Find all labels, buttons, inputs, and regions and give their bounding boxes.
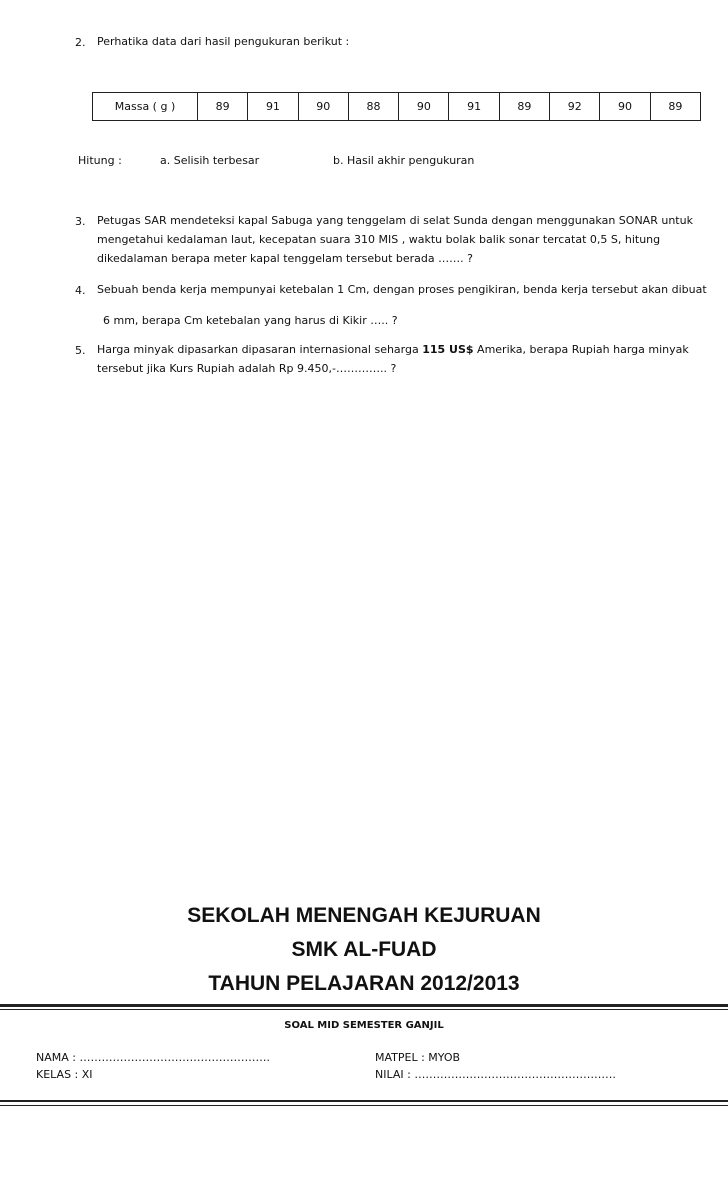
question-3-line: dikedalaman berapa meter kapal tenggelam tersebut berada ……. ? bbox=[97, 252, 473, 265]
divider-bottom-thick bbox=[0, 1100, 728, 1102]
question-3-text bbox=[97, 211, 697, 268]
divider-bottom-thin bbox=[0, 1105, 728, 1106]
question-2-text: Perhatika data dari hasil pengukuran berikut : bbox=[97, 35, 350, 48]
question-5-line-1 bbox=[97, 340, 697, 359]
nama-field: NAMA : ……………………………………………. bbox=[36, 1051, 270, 1064]
hitung-label: Hitung : bbox=[78, 154, 122, 167]
kelas-field: KELAS : XI bbox=[36, 1068, 93, 1081]
question-3-line: Petugas SAR mendeteksi kapal Sabuga yang tenggelam di selat Sunda dengan menggunakan SONAR untuk bbox=[97, 214, 693, 227]
academic-year-title: TAHUN PELAJARAN 2012/2013 bbox=[208, 972, 520, 995]
table-cell: 89 bbox=[499, 93, 549, 121]
table-cell: 90 bbox=[298, 93, 348, 121]
table-cell: 90 bbox=[399, 93, 449, 121]
table-cell: 90 bbox=[600, 93, 650, 121]
question-5-text bbox=[97, 340, 697, 378]
table-cell: 88 bbox=[348, 93, 398, 121]
question-2-number: 2. bbox=[75, 36, 86, 49]
question-5-text-part: Harga minyak dipasarkan dipasaran internasional seharga bbox=[97, 343, 423, 356]
table-cell: 92 bbox=[550, 93, 600, 121]
question-4-line-2: 6 mm, berapa Cm ketebalan yang harus di Kikir ….. ? bbox=[103, 314, 398, 327]
question-3-number: 3. bbox=[75, 215, 86, 228]
school-type-title: SEKOLAH MENENGAH KEJURUAN bbox=[187, 904, 541, 927]
question-3-line: mengetahui kedalaman laut, kecepatan suara 310 MIS , waktu bolak balik sonar tercatat 0,5 S, hitung bbox=[97, 233, 661, 246]
part-b-text: b. Hasil akhir pengukuran bbox=[333, 154, 475, 167]
divider-thin bbox=[0, 1009, 728, 1010]
exam-subtitle: SOAL MID SEMESTER GANJIL bbox=[284, 1020, 444, 1031]
matpel-field: MATPEL : MYOB bbox=[375, 1051, 461, 1064]
massa-table bbox=[92, 92, 701, 121]
table-cell: 91 bbox=[248, 93, 298, 121]
table-cell: 89 bbox=[650, 93, 700, 121]
divider-thick bbox=[0, 1004, 728, 1007]
table-cell: 89 bbox=[198, 93, 248, 121]
part-a-text: a. Selisih terbesar bbox=[160, 154, 260, 167]
table-cell: 91 bbox=[449, 93, 499, 121]
price-highlight: 115 US$ bbox=[422, 343, 474, 356]
table-header-cell: Massa ( g ) bbox=[93, 93, 198, 121]
question-4-line-1: Sebuah benda kerja mempunyai ketebalan 1 Cm, dengan proses pengikiran, benda kerja tersebut akan dibuat bbox=[97, 283, 707, 296]
school-name-title: SMK AL-FUAD bbox=[291, 938, 437, 961]
question-5-text-part: Amerika, berapa Rupiah harga minyak bbox=[473, 343, 689, 356]
nilai-field: NILAI : ………………………………………………. bbox=[375, 1068, 616, 1081]
table-row bbox=[93, 93, 701, 121]
question-4-number: 4. bbox=[75, 284, 86, 297]
question-5-line-2: tersebut jika Kurs Rupiah adalah Rp 9.450,-………….. ? bbox=[97, 362, 397, 375]
question-5-number: 5. bbox=[75, 344, 86, 357]
